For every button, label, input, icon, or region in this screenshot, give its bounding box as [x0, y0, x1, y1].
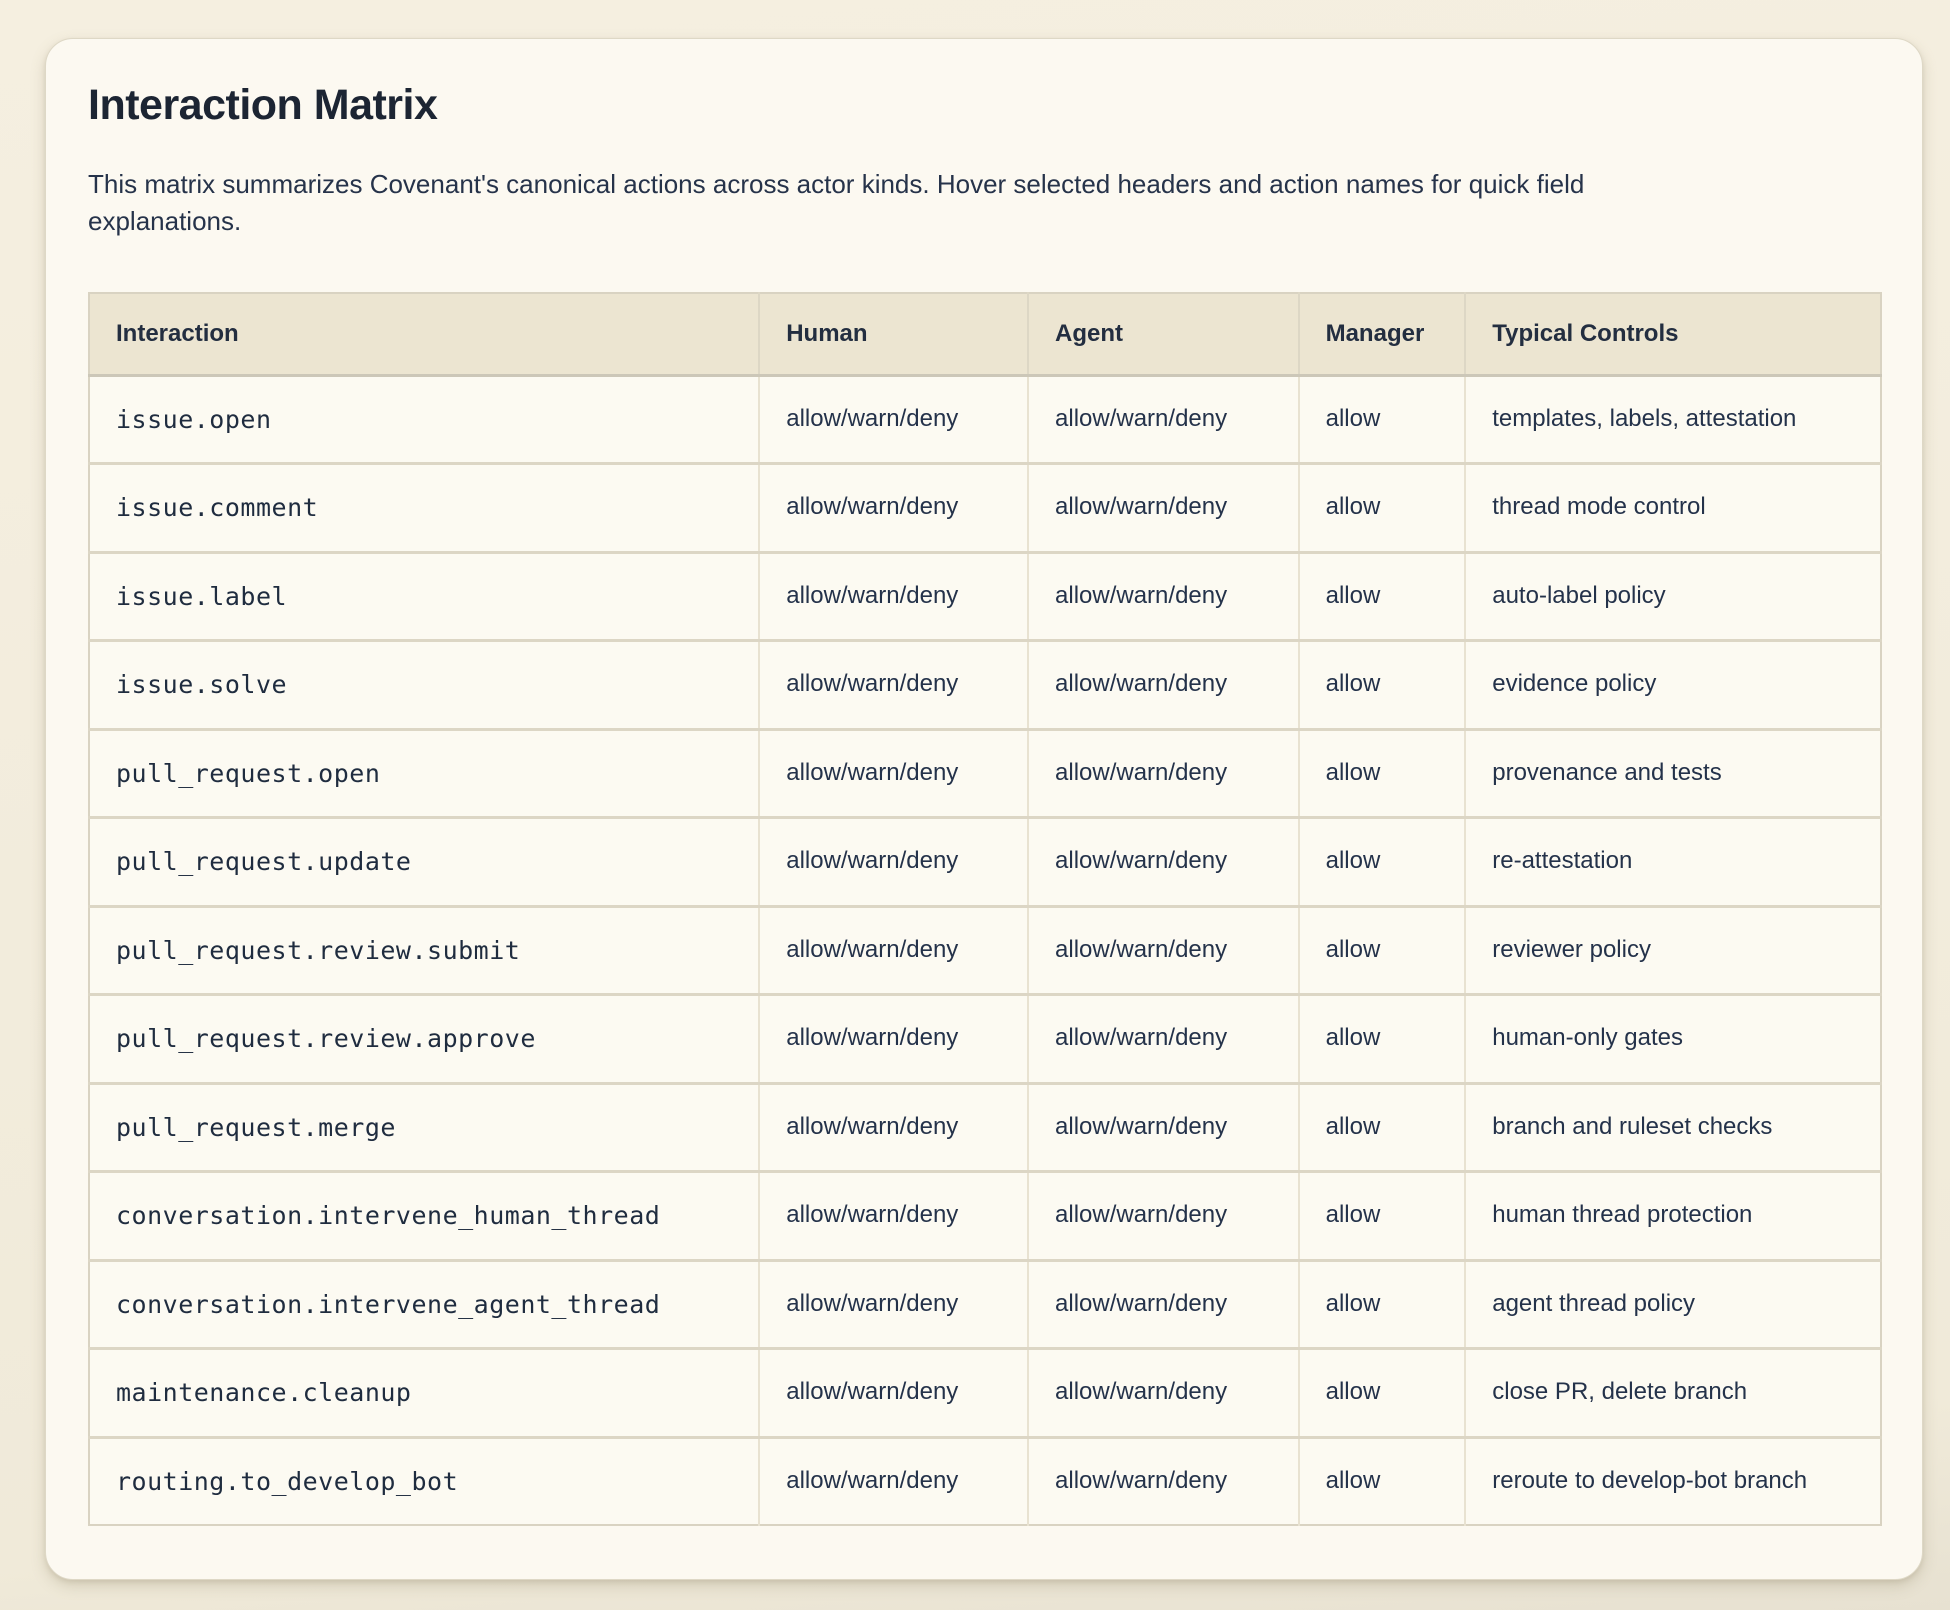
- manager-policy-cell: allow: [1299, 995, 1466, 1084]
- human-policy-cell: allow/warn/deny: [759, 729, 1028, 818]
- typical-controls-cell: evidence policy: [1465, 641, 1881, 730]
- human-policy-cell: allow/warn/deny: [759, 1260, 1028, 1349]
- manager-policy-cell: allow: [1299, 1437, 1466, 1525]
- agent-policy-cell: allow/warn/deny: [1028, 818, 1299, 907]
- typical-controls-cell: close PR, delete branch: [1465, 1349, 1881, 1438]
- interaction-name[interactable]: pull_request.review.approve: [89, 995, 759, 1084]
- column-header-human[interactable]: Human: [759, 293, 1028, 376]
- manager-policy-cell: allow: [1299, 818, 1466, 907]
- column-header-agent[interactable]: Agent: [1028, 293, 1299, 376]
- agent-policy-cell: allow/warn/deny: [1028, 375, 1299, 464]
- agent-policy-cell: allow/warn/deny: [1028, 729, 1299, 818]
- table-header-row: [89, 293, 1881, 376]
- column-header-typical-controls[interactable]: Typical Controls: [1465, 293, 1881, 376]
- human-policy-cell: allow/warn/deny: [759, 552, 1028, 641]
- typical-controls-cell: re-attestation: [1465, 818, 1881, 907]
- manager-policy-cell: allow: [1299, 1349, 1466, 1438]
- human-policy-cell: allow/warn/deny: [759, 641, 1028, 730]
- manager-policy-cell: allow: [1299, 641, 1466, 730]
- interaction-name[interactable]: issue.label: [89, 552, 759, 641]
- human-policy-cell: allow/warn/deny: [759, 464, 1028, 553]
- typical-controls-cell: templates, labels, attestation: [1465, 375, 1881, 464]
- human-policy-cell: allow/warn/deny: [759, 1172, 1028, 1261]
- agent-policy-cell: allow/warn/deny: [1028, 641, 1299, 730]
- table-row: [89, 1437, 1881, 1525]
- table-row: [89, 552, 1881, 641]
- typical-controls-cell: thread mode control: [1465, 464, 1881, 553]
- interaction-matrix-card: [45, 38, 1923, 1580]
- typical-controls-cell: reroute to develop-bot branch: [1465, 1437, 1881, 1525]
- interaction-name[interactable]: pull_request.open: [89, 729, 759, 818]
- column-header-manager[interactable]: Manager: [1299, 293, 1466, 376]
- typical-controls-cell: human-only gates: [1465, 995, 1881, 1084]
- table-row: [89, 375, 1881, 464]
- table-row: [89, 906, 1881, 995]
- human-policy-cell: allow/warn/deny: [759, 1083, 1028, 1172]
- human-policy-cell: allow/warn/deny: [759, 1349, 1028, 1438]
- table-row: [89, 641, 1881, 730]
- agent-policy-cell: allow/warn/deny: [1028, 1172, 1299, 1261]
- agent-policy-cell: allow/warn/deny: [1028, 464, 1299, 553]
- manager-policy-cell: allow: [1299, 552, 1466, 641]
- typical-controls-cell: human thread protection: [1465, 1172, 1881, 1261]
- table-row: [89, 464, 1881, 553]
- table-row: [89, 1260, 1881, 1349]
- human-policy-cell: allow/warn/deny: [759, 1437, 1028, 1525]
- manager-policy-cell: allow: [1299, 906, 1466, 995]
- agent-policy-cell: allow/warn/deny: [1028, 1083, 1299, 1172]
- human-policy-cell: allow/warn/deny: [759, 375, 1028, 464]
- typical-controls-cell: branch and ruleset checks: [1465, 1083, 1881, 1172]
- agent-policy-cell: allow/warn/deny: [1028, 552, 1299, 641]
- agent-policy-cell: allow/warn/deny: [1028, 1349, 1299, 1438]
- human-policy-cell: allow/warn/deny: [759, 818, 1028, 907]
- typical-controls-cell: auto-label policy: [1465, 552, 1881, 641]
- interaction-name[interactable]: conversation.intervene_agent_thread: [89, 1260, 759, 1349]
- table-row: [89, 1172, 1881, 1261]
- agent-policy-cell: allow/warn/deny: [1028, 1437, 1299, 1525]
- interaction-name[interactable]: maintenance.cleanup: [89, 1349, 759, 1438]
- page-title: Interaction Matrix: [88, 81, 438, 129]
- manager-policy-cell: allow: [1299, 1083, 1466, 1172]
- interaction-matrix-table: [88, 292, 1882, 1527]
- table-body: [89, 375, 1881, 1525]
- manager-policy-cell: allow: [1299, 375, 1466, 464]
- page-description: This matrix summarizes Covenant's canonical actions across actor kinds. Hover selected headers and action names for quick field explanations.: [88, 169, 1585, 236]
- table-row: [89, 818, 1881, 907]
- table-row: [89, 1349, 1881, 1438]
- typical-controls-cell: agent thread policy: [1465, 1260, 1881, 1349]
- interaction-name[interactable]: pull_request.merge: [89, 1083, 759, 1172]
- agent-policy-cell: allow/warn/deny: [1028, 906, 1299, 995]
- interaction-name[interactable]: issue.comment: [89, 464, 759, 553]
- interaction-name[interactable]: issue.solve: [89, 641, 759, 730]
- manager-policy-cell: allow: [1299, 1260, 1466, 1349]
- interaction-name[interactable]: routing.to_develop_bot: [89, 1437, 759, 1525]
- table-row: [89, 995, 1881, 1084]
- human-policy-cell: allow/warn/deny: [759, 995, 1028, 1084]
- table-row: [89, 1083, 1881, 1172]
- typical-controls-cell: provenance and tests: [1465, 729, 1881, 818]
- interaction-name[interactable]: pull_request.review.submit: [89, 906, 759, 995]
- interaction-name[interactable]: pull_request.update: [89, 818, 759, 907]
- manager-policy-cell: allow: [1299, 464, 1466, 553]
- human-policy-cell: allow/warn/deny: [759, 906, 1028, 995]
- typical-controls-cell: reviewer policy: [1465, 906, 1881, 995]
- manager-policy-cell: allow: [1299, 1172, 1466, 1261]
- table-row: [89, 729, 1881, 818]
- interaction-name[interactable]: conversation.intervene_human_thread: [89, 1172, 759, 1261]
- interaction-name[interactable]: issue.open: [89, 375, 759, 464]
- agent-policy-cell: allow/warn/deny: [1028, 995, 1299, 1084]
- agent-policy-cell: allow/warn/deny: [1028, 1260, 1299, 1349]
- manager-policy-cell: allow: [1299, 729, 1466, 818]
- column-header-interaction[interactable]: Interaction: [89, 293, 759, 376]
